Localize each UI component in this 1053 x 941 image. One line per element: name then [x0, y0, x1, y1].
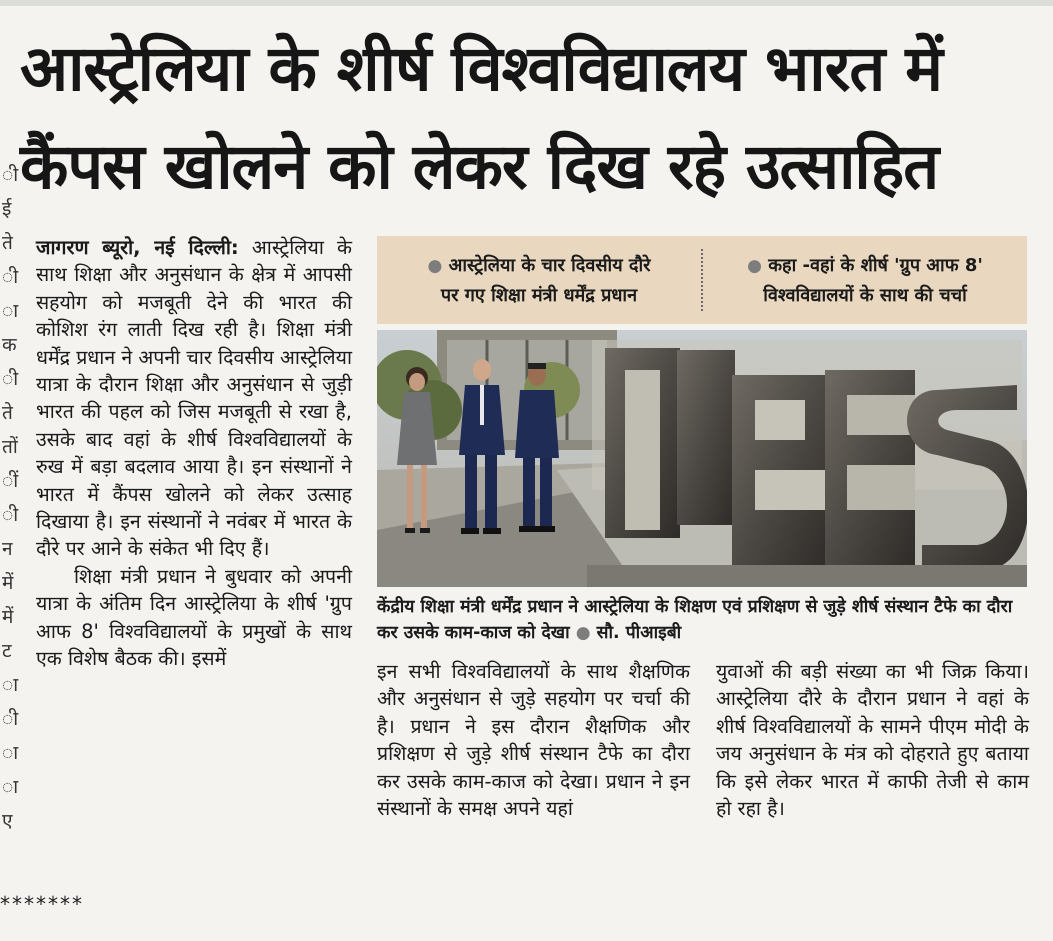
edge-glyph: ी	[2, 708, 19, 730]
top-border	[0, 0, 1053, 6]
edge-glyph: ट	[2, 640, 12, 662]
adjacent-column-fragment	[0, 164, 19, 865]
edge-glyph: ी	[2, 164, 19, 186]
column-3-text: युवाओं की बड़ी संख्या का भी जिक्र किया। आस्ट्रेलिया दौरे के दौरान प्रधान ने वहां के शीर्ष विश्वविद्यालयों के सामने पीएम मोदी के जय अनुसंधान के मंत्र को दोहराते हुए बताया कि इसे लेकर भारत में काफी तेजी से काम हो रहा है।	[716, 660, 1029, 821]
bullet-icon: ●	[747, 255, 762, 276]
dateline: जागरण ब्यूरो, नई दिल्ली:	[36, 236, 239, 259]
photo-credit: सौ. पीआइबी	[596, 623, 682, 643]
headline	[20, 20, 1040, 216]
paragraph-1	[36, 234, 352, 563]
paragraph-1-text: आस्ट्रेलिया के साथ शिक्षा और अनुसंधान के क्षेत्र में आपसी सहयोग को मजबूती देने की भारत की कोशिश रंग लाती दिख रही है। शिक्षा मंत्री धर्मेंद्र प्रधान ने अपनी चार दिवसीय आस्ट्रेलिया यात्रा के दौरान शिक्षा और अनुसंधान से जुड़ी भारत की पहल को जिस मजबूती से रखा है, उसके बाद वहां के शीर्ष विश्वविद्यालयों के रुख में बड़ा बदलाव आया है। इन संस्थानों ने भारत में कैंपस खोलने को लेकर उत्साह दिखाया है। इन संस्थानों ने नवंबर में भारत के दौरे पर आने के संकेत भी दिए हैं।	[36, 236, 353, 561]
edge-glyph: ा	[2, 742, 19, 764]
headline-line-1: आस्ट्रेलिया के शीर्ष विश्वविद्यालय भारत में	[20, 32, 942, 105]
edge-glyph: ते	[2, 232, 13, 254]
article-column-3	[716, 658, 1029, 822]
edge-glyph: ए	[2, 810, 13, 832]
highlight-1-line-2: पर गए शिक्षा मंत्री धर्मेंद्र प्रधान	[440, 284, 638, 306]
headline-line-2: कैंपस खोलने को लेकर दिख रहे उत्साहित	[20, 130, 939, 203]
edge-glyph: क	[2, 334, 17, 356]
edge-glyph: ा	[2, 674, 19, 696]
bullet-icon: ●	[575, 623, 591, 643]
edge-glyph: ी	[2, 266, 19, 288]
highlight-box	[377, 236, 1027, 324]
article-column-1	[36, 234, 352, 673]
news-photo	[377, 330, 1027, 587]
highlight-item-1	[377, 251, 701, 310]
edge-glyph: ा	[2, 776, 19, 798]
edge-glyph: ीं	[2, 470, 19, 492]
bullet-icon: ●	[427, 255, 443, 276]
edge-glyph: में	[2, 606, 14, 628]
caption-text: केंद्रीय शिक्षा मंत्री धर्मेंद्र प्रधान ने आस्ट्रेलिया के शिक्षण एवं प्रशिक्षण से जुड़े शीर्ष संस्थान टैफे का दौरा कर उसके काम-काज को देखा	[377, 597, 1013, 643]
photo-illustration	[377, 330, 1027, 587]
separator-stars: *******	[0, 892, 84, 916]
highlight-1-line-1: आस्ट्रेलिया के चार दिवसीय दौरे	[448, 254, 651, 276]
highlight-2-line-1: कहा -वहां के शीर्ष 'ग्रुप आफ 8'	[768, 254, 983, 276]
edge-glyph: में	[2, 572, 14, 594]
edge-glyph: ा	[2, 300, 19, 322]
edge-glyph: ते	[2, 402, 13, 424]
edge-glyph: ई	[2, 198, 12, 220]
article-column-2	[377, 658, 690, 822]
edge-glyph: न	[2, 538, 13, 560]
highlight-item-2	[703, 251, 1027, 310]
edge-glyph: ी	[2, 368, 19, 390]
highlight-2-line-2: विश्वविद्यालयों के साथ की चर्चा	[763, 284, 967, 306]
column-2-text: इन सभी विश्वविद्यालयों के साथ शैक्षणिक और अनुसंधान से जुड़े सहयोग पर चर्चा की है। प्रधान ने इस दौरान शैक्षणिक और प्रशिक्षण से जुड़े शीर्ष संस्थान टैफे का दौरा कर उसके काम-काज को देखा। प्रधान ने इन संस्थानों के समक्ष अपने यहां	[377, 660, 690, 821]
photo-caption	[377, 594, 1032, 646]
edge-glyph: तों	[2, 436, 18, 458]
paragraph-2: शिक्षा मंत्री प्रधान ने बुधवार को अपनी यात्रा के अंतिम दिन आस्ट्रेलिया के शीर्ष 'ग्रुप आफ 8' विश्वविद्यालयों के प्रमुखों के साथ एक विशेष बैठक की। इसमें	[36, 564, 352, 671]
edge-glyph: ी	[2, 504, 19, 526]
